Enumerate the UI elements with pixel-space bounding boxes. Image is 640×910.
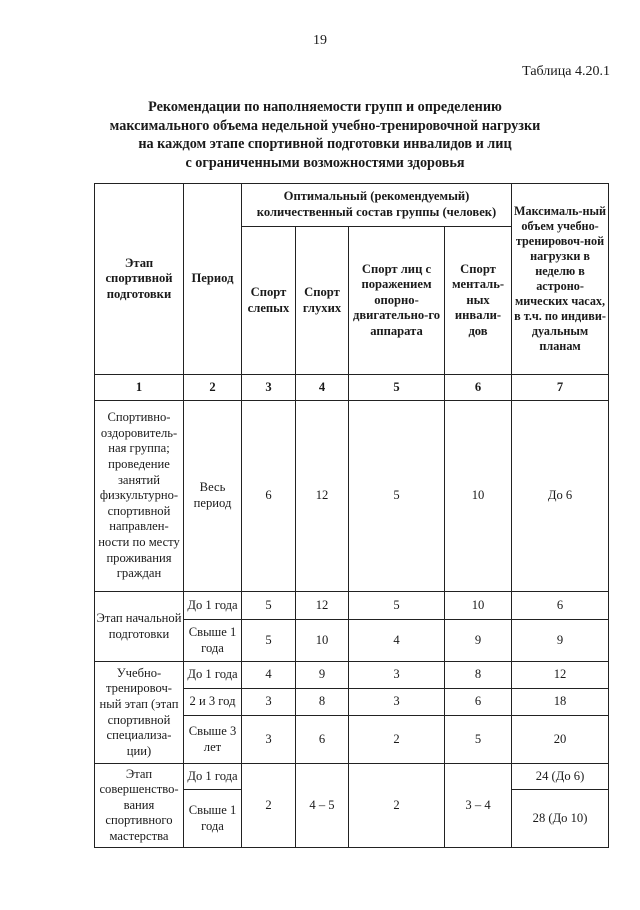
value-cell: 20 <box>512 716 609 764</box>
title-line: Рекомендации по наполняемости групп и определению <box>148 99 502 115</box>
value-cell: 4 <box>242 662 296 689</box>
value-cell: 9 <box>296 662 349 689</box>
stage-cell: Этап совершенство-вания спортивного мастерства <box>95 764 184 848</box>
column-number: 6 <box>445 375 512 401</box>
value-cell: 9 <box>512 620 609 662</box>
value-cell: 4 – 5 <box>296 764 349 848</box>
stage-cell: Учебно-тренировоч-ный этап (этап спортивной специализа-ции) <box>95 662 184 764</box>
period-cell: Свыше 1 года <box>184 790 242 848</box>
header-period: Период <box>184 184 242 375</box>
value-cell: 18 <box>512 689 609 716</box>
table-row <box>95 662 609 689</box>
value-cell: 3 <box>349 662 445 689</box>
period-cell: Свыше 3 лет <box>184 716 242 764</box>
column-number: 4 <box>296 375 349 401</box>
table-row <box>95 764 609 790</box>
period-cell: До 1 года <box>184 662 242 689</box>
table-row <box>95 592 609 620</box>
header-deaf: Спорт глухих <box>296 227 349 375</box>
table-row <box>95 401 609 592</box>
value-cell: 8 <box>296 689 349 716</box>
column-number-row <box>95 375 609 401</box>
value-cell: 12 <box>296 401 349 592</box>
column-number: 2 <box>184 375 242 401</box>
value-cell: 5 <box>242 620 296 662</box>
value-cell: 5 <box>445 716 512 764</box>
value-cell: 3 <box>349 689 445 716</box>
value-cell: 6 <box>512 592 609 620</box>
title-line: с ограниченными возможностями здоровья <box>185 154 465 171</box>
header-blind: Спорт слепых <box>242 227 296 375</box>
value-cell: 3 <box>242 689 296 716</box>
value-cell: 9 <box>445 620 512 662</box>
value-cell: 3 <box>242 716 296 764</box>
value-cell: 12 <box>296 592 349 620</box>
title-line: максимального объема недельной учебно-тренировочной нагрузки <box>109 117 541 134</box>
value-cell: 5 <box>349 592 445 620</box>
value-cell: До 6 <box>512 401 609 592</box>
column-number: 3 <box>242 375 296 401</box>
column-number: 1 <box>95 375 184 401</box>
value-cell: 28 (До 10) <box>512 790 609 848</box>
value-cell: 24 (До 6) <box>512 764 609 790</box>
value-cell: 12 <box>512 662 609 689</box>
stage-cell: Спортивно-оздоровитель-ная группа; проведение занятий физкультурно-спортивной направлен-ности по месту проживания граждан <box>95 401 184 592</box>
stage-cell: Этап начальной подготовки <box>95 592 184 662</box>
value-cell: 5 <box>242 592 296 620</box>
page-number: 19 <box>313 33 327 48</box>
value-cell: 4 <box>349 620 445 662</box>
value-cell: 8 <box>445 662 512 689</box>
value-cell: 6 <box>445 689 512 716</box>
period-cell: Весь период <box>184 401 242 592</box>
header-stage: Этап спортивной подготовки <box>95 184 184 375</box>
value-cell: 10 <box>445 401 512 592</box>
header-mental: Спорт менталь-ных инвали-дов <box>445 227 512 375</box>
period-cell: До 1 года <box>184 592 242 620</box>
period-cell: Свыше 1 года <box>184 620 242 662</box>
value-cell: 3 – 4 <box>445 764 512 848</box>
value-cell: 2 <box>349 716 445 764</box>
column-number: 7 <box>512 375 609 401</box>
title-line: на каждом этапе спортивной подготовки инвалидов и лиц <box>138 136 512 152</box>
value-cell: 2 <box>349 764 445 848</box>
value-cell: 10 <box>445 592 512 620</box>
column-number: 5 <box>349 375 445 401</box>
period-cell: До 1 года <box>184 764 242 790</box>
value-cell: 10 <box>296 620 349 662</box>
value-cell: 2 <box>242 764 296 848</box>
value-cell: 6 <box>296 716 349 764</box>
value-cell: 6 <box>242 401 296 592</box>
table-label: Таблица 4.20.1 <box>522 64 610 79</box>
header-musculo: Спорт лиц с поражением опорно-двигательно-го аппарата <box>349 227 445 375</box>
period-cell: 2 и 3 год <box>184 689 242 716</box>
group-load-table <box>94 183 609 848</box>
document-title <box>60 98 590 172</box>
value-cell: 5 <box>349 401 445 592</box>
header-max-load: Максималь-ный объем учебно-тренировоч-ной нагрузки в неделю в астроно-мических часах, в т.ч. по индиви-дуальным планам <box>512 184 609 375</box>
header-optimal-group: Оптимальный (рекомендуемый) количественный состав группы (человек) <box>242 184 512 227</box>
